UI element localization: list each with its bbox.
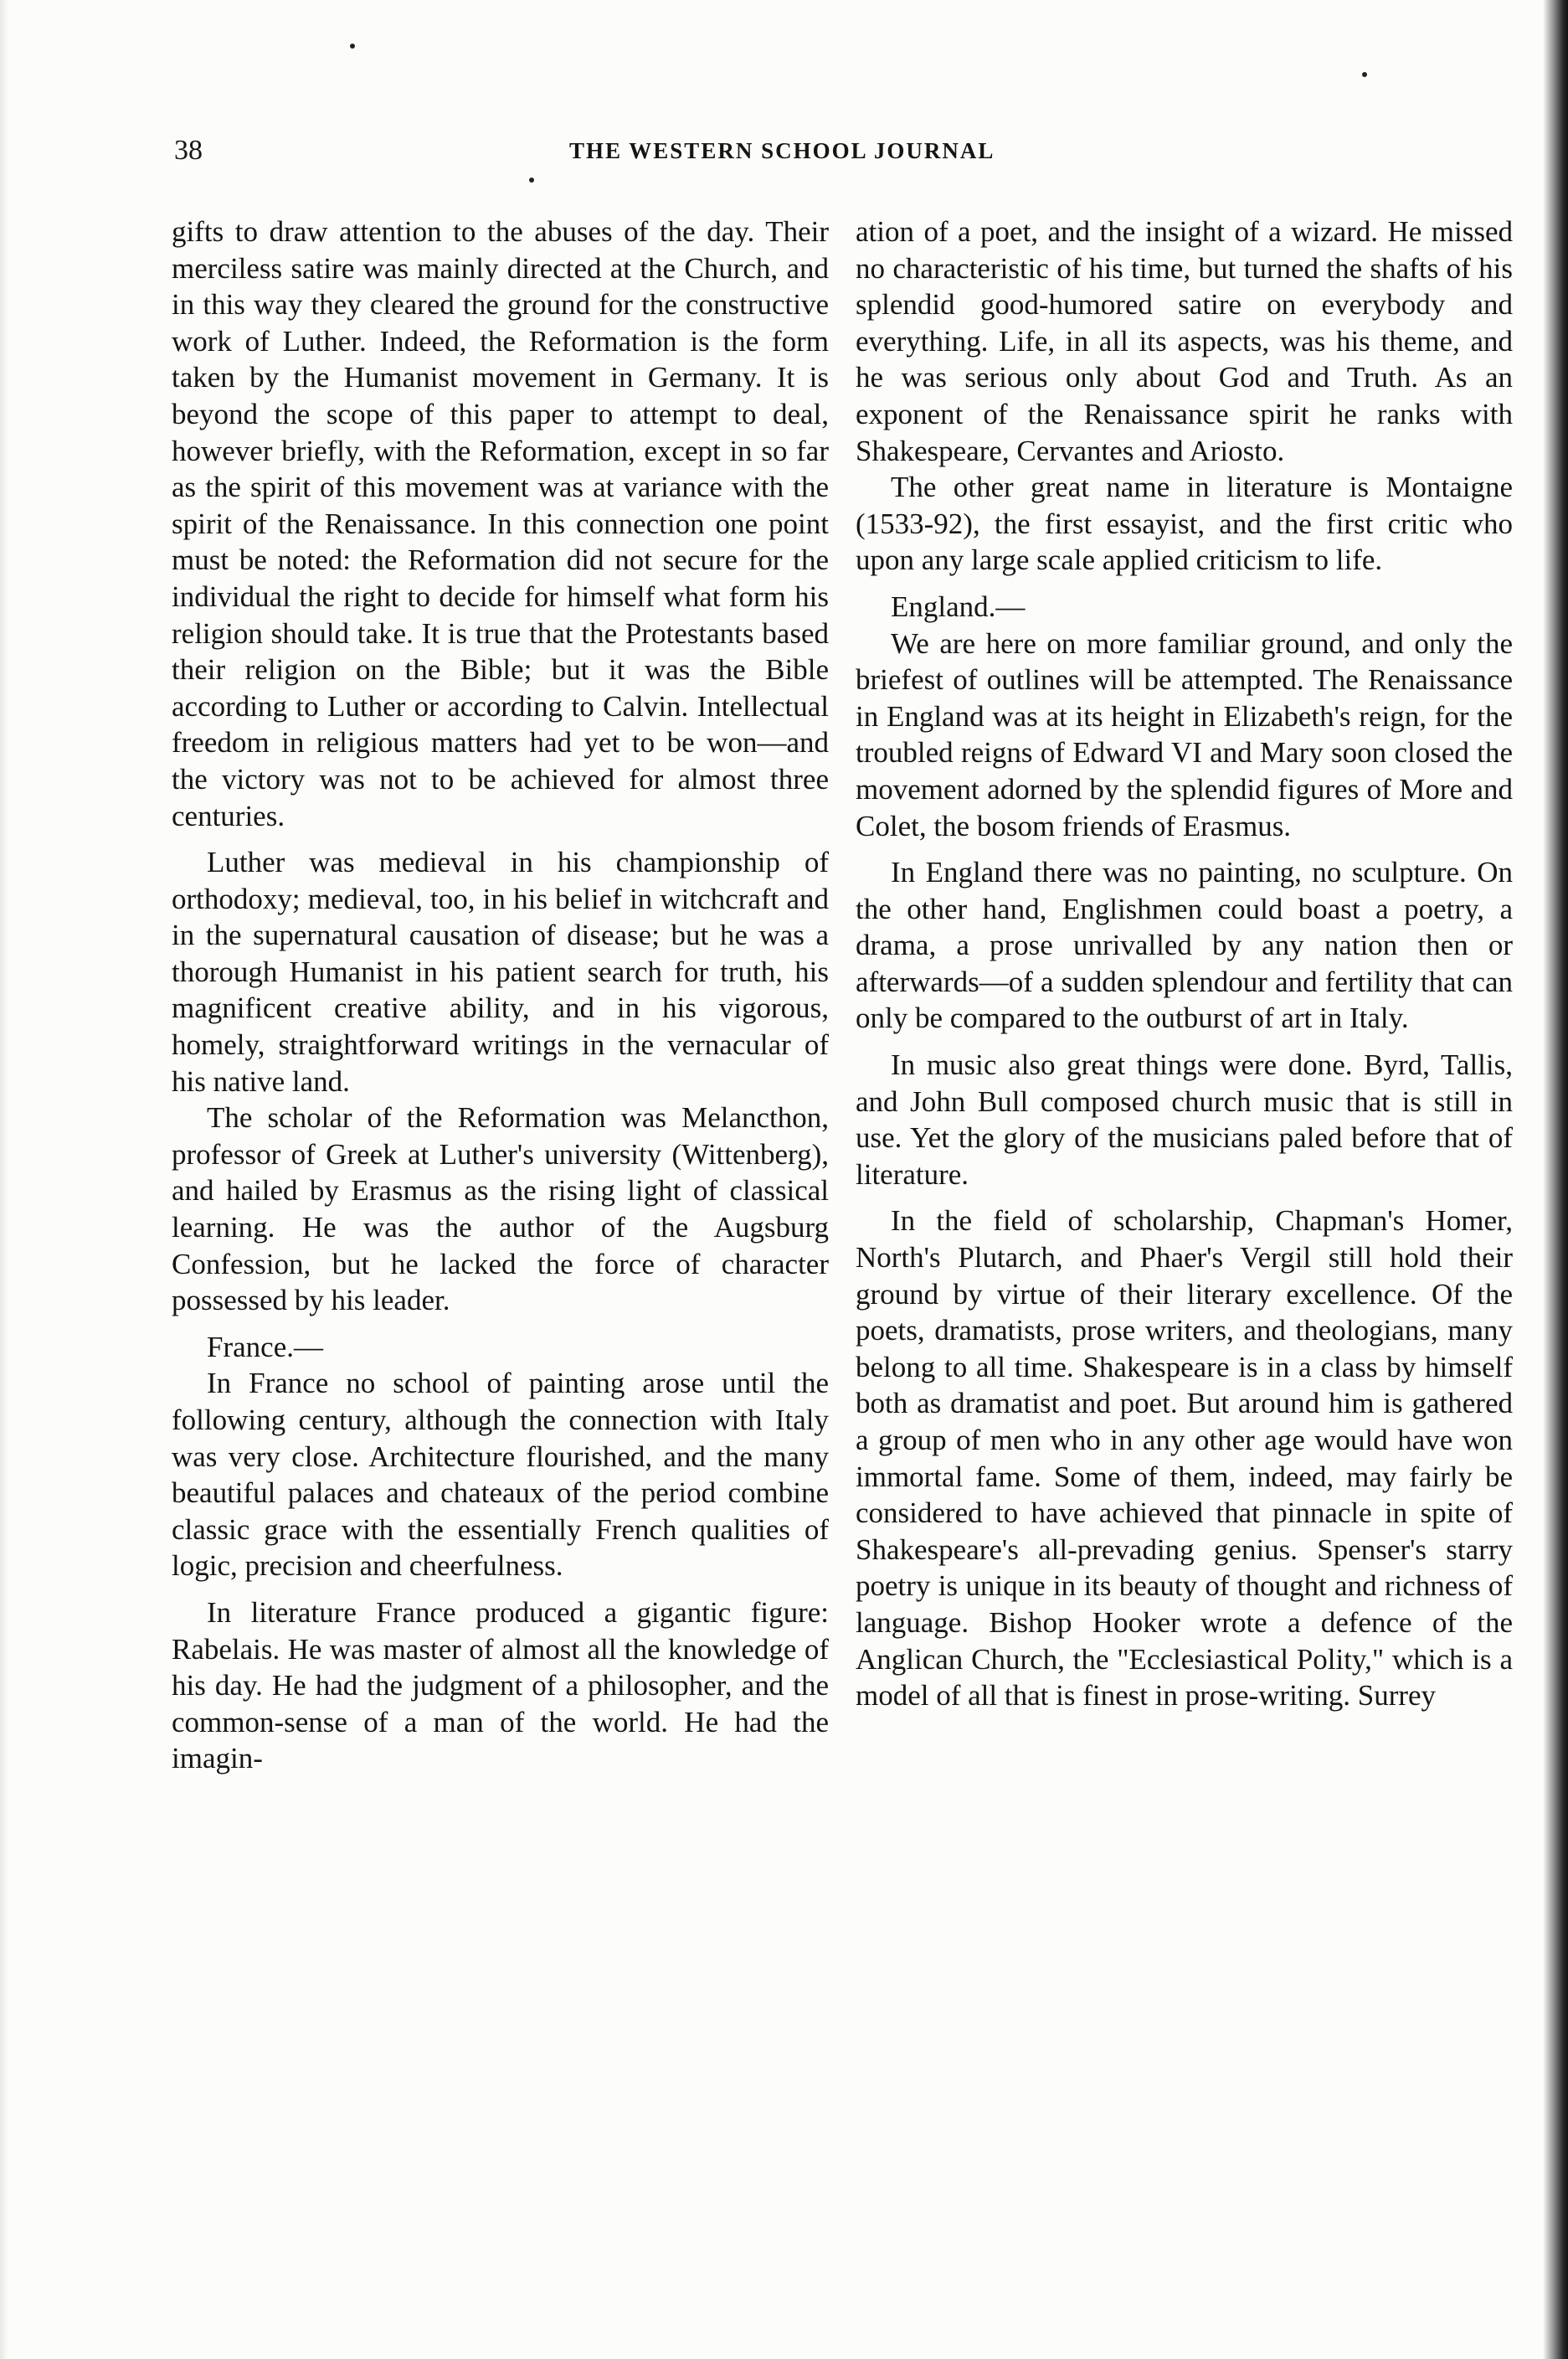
paragraph: In literature France produced a gigantic figure: Rabelais. He was master of almost all the knowledge of his day. He had the judgment of a philosopher, and the common-sense of a man of the world. He had the imagin- — [172, 1595, 829, 1775]
paragraph: The other great name in literature is Montaigne (1533-92), the first essayist, and the first critic who upon any large scale applied criticism to life. — [856, 471, 1513, 577]
scan-left-edge — [0, 0, 8, 2359]
scan-speck — [529, 178, 534, 183]
paragraph: In England there was no painting, no sculpture. On the other hand, Englishmen could boast a poetry, a drama, a prose unrivalled by any nation then or afterwards—of a sudden splendour and fertility that can only be compared to the outburst of art in Italy. — [856, 856, 1513, 1035]
scan-binding-edge — [1543, 0, 1568, 2359]
page-number: 38 — [174, 135, 203, 166]
page-header — [167, 126, 1499, 176]
paragraph: In music also great things were done. Byrd, Tallis, and John Bull composed church music that is still in use. Yet the glory of the musicians paled before that of literature. — [856, 1048, 1513, 1191]
section-heading-england: England.— — [891, 590, 1026, 623]
running-title: THE WESTERN SCHOOL JOURNAL — [569, 138, 995, 163]
scan-speck — [1362, 72, 1367, 77]
paragraph: In France no school of painting arose until the following century, although the connection with Italy was very close. Architecture flourished, and the many beautiful palaces and chateaux of the period combine classic grace with the essentially French qualities of logic, precision and cheerfulness. — [172, 1367, 829, 1583]
paragraph: Luther was medieval in his championship of orthodoxy; medieval, too, in his belief in witchcraft and in the supernatural causation of disease; but he was a thorough Humanist in his patient search for truth, his magnificent creative ability, and in his vigorous, homely, straightforward writings in the vernacular of his native land. — [172, 846, 829, 1098]
left-column — [172, 214, 829, 1777]
scan-speck — [350, 44, 355, 49]
paragraph: We are here on more familiar ground, and only the briefest of outlines will be attempted. The Renaissance in England was at its height in Elizabeth's reign, for the troubled reigns of Edward VI and Mary soon closed the movement adorned by the splendid figures of More and Colet, the bosom friends of Erasmus. — [856, 626, 1513, 842]
paragraph: gifts to draw attention to the abuses of the day. Their merciless satire was mainly directed at the Church, and in this way they cleared the ground for the constructive work of Luther. Indeed, the Reformation is the form taken by the Humanist movement in Germany. It is beyond the scope of this paper to attempt to deal, however briefly, with the Reformation, except in so far as the spirit of this movement was at variance with the spirit of the Renaissance. In this connection one point must be noted: the Reformation did not secure for the individual the right to decide for himself what form his religion should take. It is true that the Protestants based their religion on the Bible; but it was the Bible according to Luther or according to Calvin. Intellectual freedom in religious matters had yet to be won—and the victory was not to be achieved for almost three centuries. — [172, 215, 829, 832]
paragraph: ation of a poet, and the insight of a wizard. He missed no characteristic of his time, but turned the shafts of his splendid good-humored satire on everybody and everything. Life, in all its aspects, was his theme, and he was serious only about God and Truth. As an exponent of the Renaissance spirit he ranks with Shakespeare, Cervantes and Ariosto. — [856, 215, 1513, 467]
paragraph: The scholar of the Reformation was Melancthon, professor of Greek at Luther's university (Wittenberg), and hailed by Erasmus as the rising light of classical learning. He was the author of the Augsburg Confession, but he lacked the force of character possessed by his leader. — [172, 1101, 829, 1317]
paragraph: In the field of scholarship, Chapman's Homer, North's Plutarch, and Phaer's Vergil still hold their ground by virtue of their literary excellence. Of the poets, dramatists, prose writers, and theologians, many belong to all time. Shakespeare is in a class by himself both as dramatist and poet. But around him is gathered a group of men who in any other age would have won immortal fame. Some of them, indeed, may fairly be considered to have achieved that pinnacle in spite of Shakespeare's all-prevading genius. Spenser's starry poetry is unique in its beauty of thought and richness of language. Bishop Hooker wrote a defence of the Anglican Church, the "Ecclesiastical Polity," which is a model of all that is finest in prose-writing. Surrey — [856, 1204, 1513, 1713]
section-heading-france: France.— — [207, 1330, 323, 1363]
right-column — [856, 214, 1513, 1714]
